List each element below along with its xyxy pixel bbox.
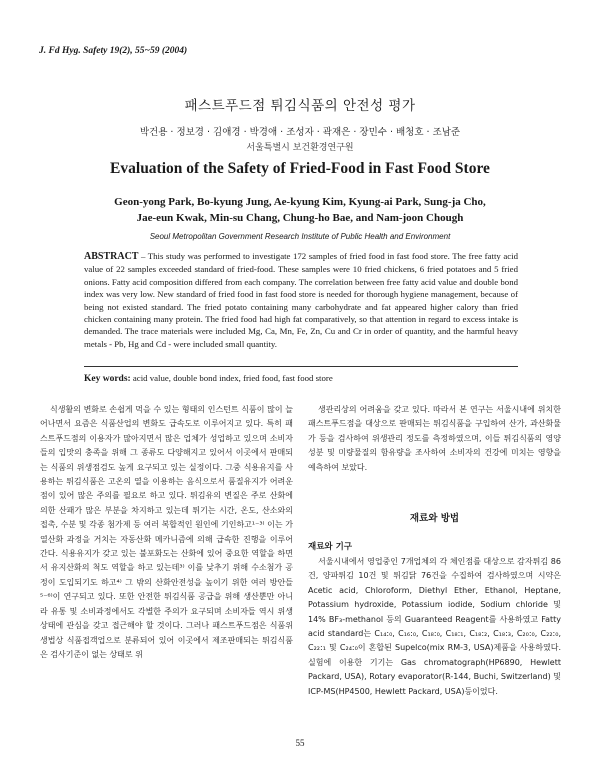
subsection-heading-materials: 재료와 기구	[308, 542, 353, 552]
introduction-right-column: 생관리상의 어려움을 갖고 있다. 따라서 본 연구는 서울시내에 위치한 패스트푸드점을 대상으로 판매되는 튀김식품을 구입하여 산가, 과산화물가 등을 검사하여 위생관리 정도를 측정하였으며, 이들 튀김식품의 영양성분 및 미량물질의 함유량을 조사하여 소비자의 건강에 미치는 영향을 예측하여 보았다.	[308, 405, 561, 472]
affiliation-korean: 서울특별시 보건환경연구원	[246, 143, 354, 153]
introduction-left-column: 식생활의 변화로 손쉽게 먹을 수 있는 형태의 인스턴트 식품이 많이 늘어나면서 요즘은 식품산업의 변화도 급속도로 이루어지고 있다. 특히 패스트푸드점의 이용자가 많아지면서 많은 업체가 성업하고 있으며 소비자들의 입맛의 충족을 위해 그 종류도 다양해지고 있어서 이곳에서 판매되는 식품의 위생점검도 높게 요구되고 있는 실정이다. 그중 식용유지를 사용하는 튀김식품은 고온의 열을 이용하는 음식으로서 품질유지가 어려운 점이 있어 많은 주의를 필요로 하고 있다. 튀김유의 변질은 주로 산화에 의한 산패가 많은 부분을 차지하고 있는데 튀기는 시간, 온도, 산소와의 접촉, 수분 및 각종 첨가제 등 여러 복합적인 원인에 기인하고¹⁻³⁾ 이는 가열산화 과정을 거치는 자동산화 메카니즘에 의해 급속한 진행을 이루어 간다. 식용유지가 갖고 있는 불포화도는 산화에 있어 중요한 역할을 하면서 유지산화의 척도 역할을 하고 있는데³⁾ 이를 낮추기 위해 수소첨가 공정이 도입되기도 하고⁴⁾ 그 밖의 산화안전성을 높이기 위한 여러 방안들⁵⁻⁶⁾이 연구되고 있다. 또한 안전한 튀김식품 공급을 위해 생산뿐만 아니라 유통 및 소비과정에서도 각별한 주의가 요구되며 소비자들 역시 위생상태에 관심을 갖고 접근해야 할 것이다. 그러나 패스트푸드점은 식품위생법상 식품접객업으로 분류되어 있어 이곳에서 제조판매되는 튀김식품은 검사기준이 없는 상태로 위	[40, 405, 293, 659]
title-korean: 패스트푸드점 튀김식품의 안전성 평가	[184, 98, 416, 114]
authors-korean: 박건용 · 정보경 · 김애경 · 박경애 · 조성자 · 곽재은 · 장민수 · 배청호 · 조남준	[139, 127, 461, 138]
title-english: Evaluation of the Safety of Fried-Food in Fast Food Store	[110, 160, 490, 177]
affiliation-english: Seoul Metropolitan Government Research Institute of Public Health and Environment	[149, 232, 451, 241]
methods-text: 서울시내에서 영업중인 7개업체의 각 체인점를 대상으로 감자튀김 86건, 양파튀김 10건 및 튀김닭 76건을 수집하여 검사하였으며 시약은 Acetic acid, Chloroform, Diethyl Ether, Ethanol, Heptane, Potassium hydroxide, Potassium iodide, Sodium chloride 및 14% BF₃-methanol 등의 Guaranteed Reagent를 사용하였고 Fatty acid standard는 C₁₄:₀, C₁₆:₀, C₁₈:₀, C₁₈:₁, C₁₈:₂, C₁₈:₃, C₂₀:₀, C₂₂:₀, C₂₂:₁ 및 C₂₄:₀이 혼합된 Supelco(mix RM-3, USA)제품을 사용하였다. 실험에 이용한 기기는 Gas chromatograph(HP6890, Hewlett Packard, USA), Rotary evaporator(R-144, Buchi, Switzerland) 및 ICP-MS(HP4500, Hewlett Packard, USA)등이었다.	[308, 557, 561, 696]
keywords-text: acid value, double bond index, fried food, fast food store	[130, 373, 333, 383]
abstract-divider	[84, 366, 518, 367]
keywords	[84, 373, 518, 384]
abstract-text: – This study was performed to investigate 172 samples of fried food in fast food store. The free fatty acid value of 22 samples exceeded standard of fried-food. These samples were 10 fried chickens, 6 fried potatoes and 5 fried onions. Fatty acid composition differed from each company. The correlation between free fatty acid value and double bond index was very low. New standard of fried food in fast food store is needed for thorough hygiene management, because of being not existed standard. The fried potato containing many carbohydrate and fat appeared higher calory than fried chicken containing many protein. The fried food had high fat comparatively, so that attention in regard to excess intake is demanded. The trace materials were included Mg, Ca, Mn, Fe, Zn, Cu and Cr in order of quantity, and the harmful heavy metals - Pb, Hg and Cd - were included small quantity.	[84, 251, 518, 349]
abstract	[84, 250, 518, 350]
section-heading-methods: 재료와 방법	[409, 513, 460, 524]
journal-reference: J. Fd Hyg. Safety 19(2), 55~59 (2004)	[39, 46, 188, 56]
authors-english-line2: Jae-eun Kwak, Min-su Chang, Chung-ho Bae, and Nam-joon Chough	[136, 212, 464, 224]
authors-english-line1: Geon-yong Park, Bo-kyung Jung, Ae-kyung Kim, Kyung-ai Park, Sung-ja Cho,	[114, 196, 486, 208]
abstract-label: ABSTRACT	[84, 251, 139, 262]
page-number: 55	[295, 738, 305, 748]
authors-english	[60, 194, 540, 226]
keywords-label: Key words:	[84, 374, 131, 384]
